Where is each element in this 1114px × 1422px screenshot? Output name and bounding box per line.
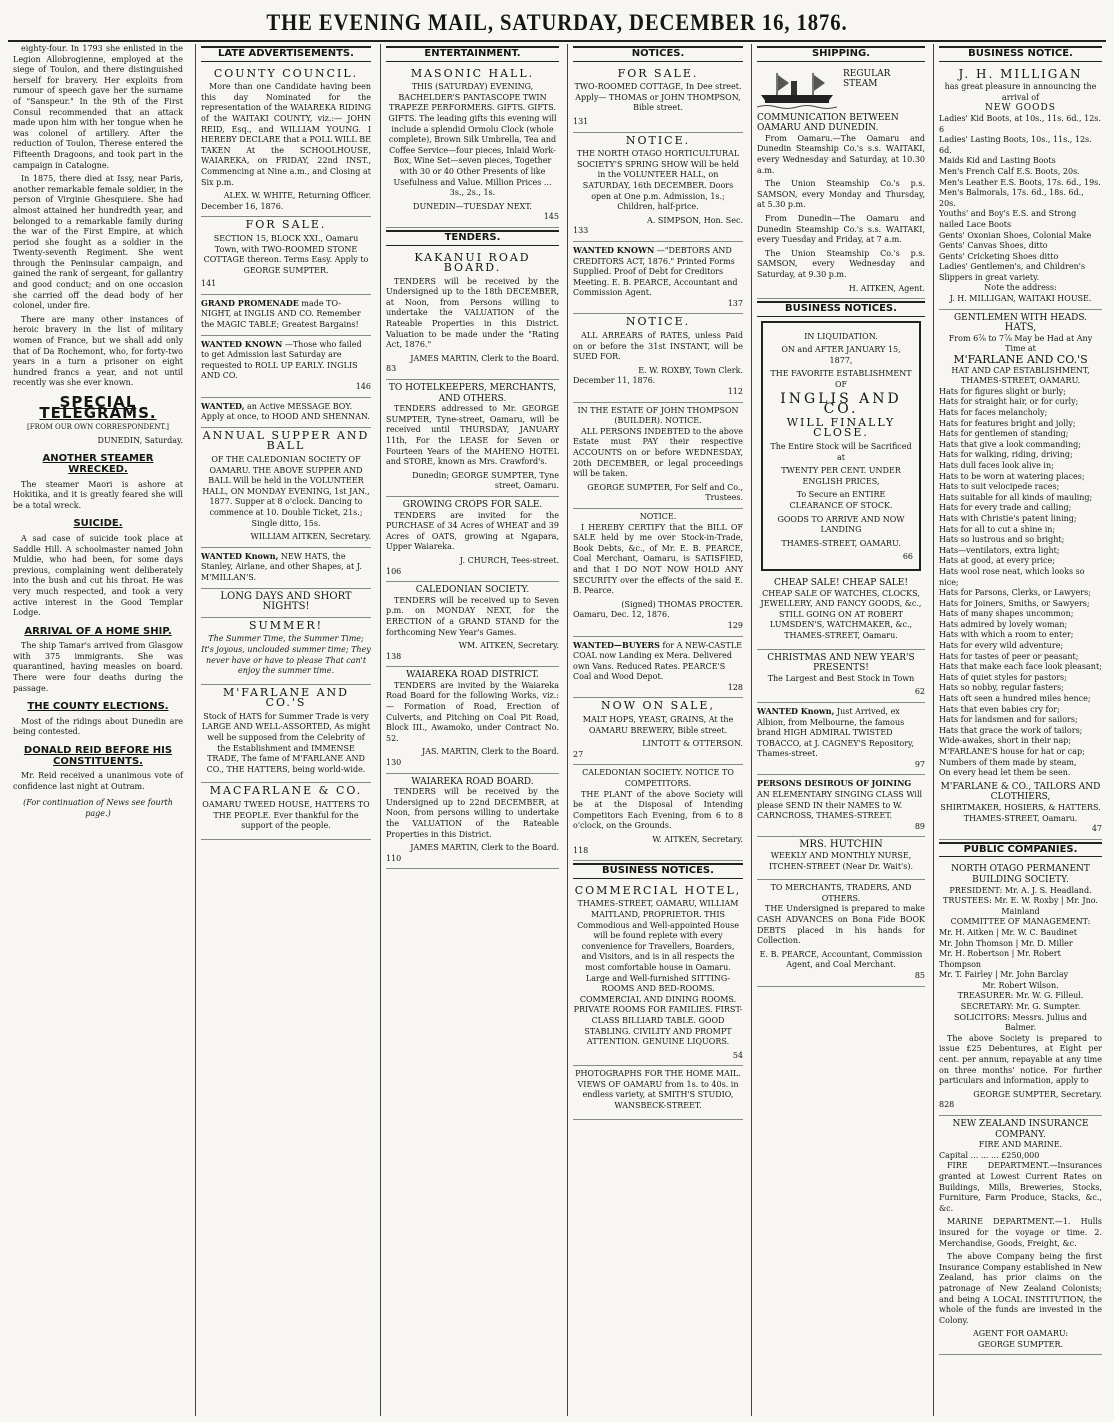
ad-promenade: GRAND PROMENADE made TO-NIGHT, at INGLIS AND CO. Remember the MAGIC TABLE; Greatest Bargains! xyxy=(201,295,371,336)
ad-macfarlane-tweed: MACFARLANE & CO. OAMARU TWEED HOUSE, HATTERS TO THE PEOPLE. Ever thankful for the support of the people. xyxy=(201,783,371,839)
late-ads-header: LATE ADVERTISEMENTS. xyxy=(201,46,371,62)
news-paragraph: eighty-four. In 1793 she enlisted in the Legion Allobrogienne, employed at the siege of Toulon, and there distinguished herself for bravery. Her exploits from rumour of speech gave her the surname of "Sanspeur." In the 9th of the First Consul recommended that an attack made upon him with her tongue when he was colonel of artillery. After the reduction of Toulon, Therese entered the Fifteenth Dragoons, and took part in the campaign in Catalogne. xyxy=(13,44,183,170)
masthead-rule xyxy=(8,40,1106,42)
tender-kakanui: KAKANUI ROAD BOARD. TENDERS will be received by the Undersigned up to the 18th DECEMBER, at Noon, from Persons willing to undertake the VALUATION of the Rateable Properties in this District. Valuation to be made under the "Rating Act, 1876." JAMES MARTIN, Clerk to the Board. 83 xyxy=(386,250,559,381)
telegram-title: THE COUNTY ELECTIONS. xyxy=(27,701,169,713)
dateline: DUNEDIN, Saturday. xyxy=(97,435,183,445)
business-notice-header: BUSINESS NOTICE. xyxy=(939,46,1102,62)
ad-christmas: CHRISTMAS AND NEW YEAR'S PRESENTS! The Largest and Best Stock in Town 62 xyxy=(757,650,925,703)
telegram-title: ARRIVAL OF A HOME SHIP. xyxy=(24,625,172,637)
column-shipping xyxy=(751,44,930,1416)
tender-hotelkeepers: TO HOTELKEEPERS, MERCHANTS, AND OTHERS. TENDERS addressed to Mr. GEORGE SUMPTER, Tyne-street, Oamaru, will be received until THURSDAY, JANUARY 11th, For the LEASE for Seven or Fourteen Years of the MAHENO HOTEL and STORE, known as Mrs. Crawford's. Dunedin; GEORGE SUMPTER, Tyne street, Oamaru. xyxy=(386,380,559,497)
column-late-ads xyxy=(195,44,376,1416)
tenders-header: TENDERS. xyxy=(386,230,559,246)
ad-nurse: MRS. HUTCHIN WEEKLY AND MONTHLY NURSE, ITCHEN-STREET (Near Dr. Wait's). xyxy=(757,837,925,880)
ad-for-sale: FOR SALE. SECTION 15, BLOCK XXI., Oamaru Town, with TWO-ROOMED STONE COTTAGE thereon. Terms Easy. Apply to GEORGE SUMPTER. 141 xyxy=(201,217,371,295)
ad-summer: SUMMER! The Summer Time, the Summer Time; It's joyous, unclouded summer time; They never have or have to please That can't enjoy the summer time. xyxy=(201,618,371,685)
business-notices-header-2: BUSINESS NOTICES. xyxy=(757,301,925,317)
news-paragraph: There are many other instances of heroic bravery in the list of military women of France, but we shall add only that of Da Rochemont, who, for forty-two years in a turn a prisoner on eight hundred francs a year, and not until recently was she ever known. xyxy=(13,314,183,388)
ad-gentlemen-hats: GENTLEMEN WITH HEADS. HATS, From 6⅞ to 7⅞ May be Had at Any Time at M'FARLANE AND CO.'S HAT AND CAP ESTABLISHMENT, THAMES-STREET, OAMARU. Hats for figures slight or burly; Hats for straight hair, or for curly; Hats for faces melancholy; Hats for features bright and jolly; Hats for gentlemen of standing; Hats that give a look commanding; Hats for walking, riding, driving; Hats dull faces look alive in; Hats to be worn at watering places; Hats to suit velocipede races; Hats suitable for all kinds of mauling; Hats for every trade and calling; Hats with Christie's patent lining; Hats for all to cut a shine in; Hats so lustrous and so bright; Hats—ventilators, extra light; Hats at good, at every price; Hats wool rose neat, which looks so nice; Hats for Parsons, Clerks, or Lawyers; Hats for Joiners, Smiths, or Sawyers; Hats of many shapes uncommon; Hats admired by lovely woman; Hats with which a room to enter; Hats for every wild adventure; Hats for tastes of peer or peasant; Hats that make each face look pleasant; Hats of quiet styles for pastors; Hats so nobby, regular fasters; Hats oft seen a hundred miles hence; Hats that even babies cry for; Hats for landsmen and for sailors; Hats that grace the work of tailors; Wide-awakes, short in their nap; M'FARLANE'S house for hat or cap; Numbers of them made by steam, On every head let them be seen. M'FARLANE & CO., TAILORS AND CLOTHIERS, SHIRTMAKER, HOSIERS, & HATTERS. THAMES-STREET, Oamaru. 47 xyxy=(939,310,1102,840)
telegram-title: ANOTHER STEAMER WRECKED. xyxy=(42,453,154,475)
steamship-icon xyxy=(757,71,837,111)
notices-header: NOTICES. xyxy=(573,46,743,62)
telegram-title: DONALD REID BEFORE HIS CONSTITUENTS. xyxy=(23,745,173,767)
telegram-text: Mr. Reid received a unanimous vote of confidence last night at Outram. xyxy=(13,771,183,791)
ad-steam-communication: REGULAR STEAM COMMUNICATION BETWEEN OAMARU AND DUNEDIN. From Oamaru.—The Oamaru and Dunedin Steamship Co.'s s.s. WAITAKI, every Wednesday and Saturday, at 10.30 a.m. The Union Steamship Co.'s p.s. SAMSON, every Monday and Thursday, at 5.30 p.m. From Dunedin—The Oamaru and Dunedin Steamship Co.'s s.s. WAITAKI, every Tuesday and Friday, at 7 a.m. The Union Steamship Co.'s p.s. SAMSON, every Wednesday and Saturday, at 9.30 p.m. H. AITKEN, Agent. xyxy=(757,66,925,300)
telegram-text: A sad case of suicide took place at Saddle Hill. A schoolmaster named John Muldie, who had been, for some days previous, complaining went deliberately into the bush and cut his throat. He was very much respected, and took a very active interest in the Good Templar Lodge. xyxy=(13,533,183,618)
notice-debtors: WANTED KNOWN —"DEBTORS AND CREDITORS ACT, 1876." Printed Forms Supplied. Proof of Debt for Creditors Meeting. E. B. PEARCE, Accountant and Commission Agent. 137 xyxy=(573,242,743,315)
notice-estate-thompson: IN THE ESTATE OF JOHN THOMPSON (BUILDER). NOTICE. ALL PERSONS INDEBTED to the above Estate must PAY their respective ACCOUNTS on or before WEDNESDAY, 20th DECEMBER, or legal proceedings will be taken. GEORGE SUMPTER, For Self and Co., Trustees. xyxy=(573,403,743,509)
tender-crops: GROWING CROPS FOR SALE. TENDERS are invited for the PURCHASE of 34 Acres of WHEAT and 39 Acres of OATS, growing at Ngapara, Upper Waiareka. J. CHURCH, Tees-street. 106 xyxy=(386,497,559,582)
tender-waiareka-district: WAIAREKA ROAD DISTRICT. TENDERS are invited by the Waiareka Road Board for the following Works, viz.:— Formation of Road, Erection of Culverts, and Pitching on Coal Pit Road, Block III., Awamoko, under Contract No. 52. JAS. MARTIN, Clerk to the Board. 130 xyxy=(386,667,559,773)
ad-caledonian-ball: ANNUAL SUPPER AND BALL OF THE CALEDONIAN SOCIETY OF OAMARU. THE ABOVE SUPPER AND BALL Will be held in the VOLUNTEER HALL, ON MONDAY EVENING, 1st JAN., 1877. Supper at 8 o'clock. Dancing to commence at 10. Double Ticket, 21s.; Single ditto, 15s. WILLIAM AITKEN, Secretary. xyxy=(201,428,371,548)
shipping-header: SHIPPING. xyxy=(757,46,925,62)
news-paragraph: In 1875, there died at Issy, near Paris, another remarkable female soldier, in the person of Virginie Ghesquiere. She had almost attained her hundredth year, and belonged to a remarkable family during the war of the First Empire, at which period she fought as a soldier in the Twenty-seventh Regiment. She went through the Peninsular campaign, and gained the rank of sergeant, for gallantry and good conduct; and on one occasion she carried off the dead body of her colonel, under fire. xyxy=(13,174,183,311)
ad-wanted-known: WANTED KNOWN —Those who failed to get Admission last Saturday are requested to ROLL UP EARLY. INGLIS AND CO. 146 xyxy=(201,336,371,398)
entertainment-header: ENTERTAINMENT. xyxy=(386,46,559,62)
ad-mfarlane-hats: M'FARLANE AND CO.'S Stock of HATS for Summer Trade is very LARGE AND WELL-ASSORTED, As might well be supposed from the Celebrity of the Establishment and IMMENSE TRADE, The fame of M'FARLANE AND CO., THE HATTERS, being world-wide. xyxy=(201,685,371,784)
column-business xyxy=(933,44,1107,1416)
ad-photographs: PHOTOGRAPHS FOR THE HOME MAIL. VIEWS OF OAMARU from 1s. to 40s. in endless variety, at SMITH'S STUDIO, WANSBECK-STREET. xyxy=(573,1066,743,1119)
masthead: THE EVENING MAIL, SATURDAY, DECEMBER 16, 1876. xyxy=(266,10,848,35)
ad-long-days: LONG DAYS AND SHORT NIGHTS! xyxy=(201,589,371,618)
telegrams-from: [FROM OUR OWN CORRESPONDENT.] xyxy=(27,423,169,432)
ad-cheap-sale: CHEAP SALE! CHEAP SALE! CHEAP SALE OF WATCHES, CLOCKS, JEWELLERY, AND FANCY GOODS, &c., STILL GOING ON AT ROBERT LUMSDEN'S, WATCHMAKER, &c., THAMES-STREET, Oamaru. xyxy=(757,575,925,650)
tender-waiareka-board: WAIAREKA ROAD BOARD. TENDERS will be received by the Undersigned up to 22nd DECEMBER, at Noon, from persons willing to undertake the VALUATION of the Rateable Properties in this District. JAMES MARTIN, Clerk to the Board. 110 xyxy=(386,774,559,870)
ad-commercial-hotel: COMMERCIAL HOTEL, THAMES-STREET, OAMARU, WILLIAM MAITLAND, PROPRIETOR. THIS Commodious and Well-appointed House will be found replete with every convenience for Travellers, Boarders, and Visitors, and is in all respects the most comfortable house in Oamaru. Large and Well-furnished SITTING-ROOMS AND BED-ROOMS. COMMERCIAL AND DINING ROOMS. PRIVATE ROOMS FOR FAMILIES. FIRST-CLASS BILLIARD TABLE. GOOD STABLING. CIVILITY AND PROMPT ATTENTION. GENUINE LIQUORS. 54 xyxy=(573,883,743,1067)
notice-brewery: NOW ON SALE, MALT HOPS, YEAST, GRAINS, At the OAMARU BREWERY, Bible street. LINTOTT & OTTERSON. 27 xyxy=(573,698,743,765)
column-news xyxy=(8,44,188,1416)
telegrams-title: SPECIAL TELEGRAMS. xyxy=(39,393,157,422)
notice-bill-of-sale: NOTICE. I HEREBY CERTIFY that the BILL OF SALE held by me over Stock-in-Trade, Book Debts, &c., of Mr. E. B. PEARCE, Coal Merchant, Oamaru, is SATISFIED, and that I DO NOT NOW HOLD ANY SECURITY over the effects of the said E. B. Pearce. (Signed) THOMAS PROCTER. Oamaru, Dec. 12, 1876. 129 xyxy=(573,509,743,637)
notice-horticultural: NOTICE. THE NORTH OTAGO HORTICULTURAL SOCIETY'S SPRING SHOW Will be held in the VOLUNTEER HALL, on SATURDAY, 16th DECEMBER. Doors open at One p.m. Admission, 1s.; Children, half-price. A. SIMPSON, Hon. Sec. 133 xyxy=(573,133,743,242)
ad-new-hats: WANTED Known, NEW HATS, the Stanley, Airlane, and other Shapes, at J. M'MILLAN'S. xyxy=(201,548,371,589)
liquidation-box: IN LIQUIDATION. ON and AFTER JANUARY 15, 1877, THE FAVORITE ESTABLISHMENT OF INGLIS AND CO. WILL FINALLY CLOSE. The Entire Stock will be Sacrificed at TWENTY PER CENT. UNDER ENGLISH PRICES, To Secure an ENTIRE CLEARANCE OF STOCK. GOODS TO ARRIVE AND NOW LANDING THAMES-STREET, OAMARU. 66 xyxy=(761,321,921,571)
notice-for-sale: FOR SALE. TWO-ROOMED COTTAGE, In Dee street. Apply— THOMAS or JOHN THOMPSON, Bible street. 131 xyxy=(573,66,743,133)
business-notices-header: BUSINESS NOTICES. xyxy=(573,863,743,879)
tender-caledonian: CALEDONIAN SOCIETY. TENDERS will be received up to Seven p.m. on MONDAY NEXT, for the ERECTION of a GRAND STAND for the forthcoming New Year's Games. WM. AITKEN, Secretary. 138 xyxy=(386,582,559,667)
ad-nz-insurance: NEW ZEALAND INSURANCE COMPANY. FIRE AND MARINE. Capital ... ... ... £250,000 FIRE DEPARTMENT.—Insurances granted at Lowest Current Rates on Buildings, Mills, Breweries, Stocks, Furniture, Farm Produce, Stacks, &c., &c. MARINE DEPARTMENT.—1. Hulls insured for the voyage or time. 2. Merchandise, Goods, Freight, &c. The above Company being the first Insurance Company established in New Zealand, has prior claims on the patronage of New Zealand Colonists; and being A LOCAL INSTITUTION, the whole of the funds are invested in the Colony. AGENT FOR OAMARU: GEORGE SUMPTER. xyxy=(939,1116,1102,1355)
continuation-note: (For continuation of News see fourth page.) xyxy=(23,798,173,818)
ad-milligan: J. H. MILLIGAN has great pleasure in announcing the arrival of NEW GOODS Ladies' Kid Boots, at 10s., 11s. 6d., 12s. 6 Ladies' Lasting Boots, 10s., 11s., 12s. 6d. Maids Kid and Lasting Boots Men's French Calf E.S. Boots, 20s. Men's Leather E.S. Boots, 17s. 6d., 19s. Men's Balmorals, 17s. 6d., 18s. 6d., 20s. Youths' and Boy's E.S. and Strong nailed Lace Boots Gents' Oxonian Shoes, Colonial Make Gents' Canvas Shoes, ditto Gents' Cricketing Shoes ditto Ladies' Gentlemen's, and Children's Slippers in great variety. Note the address: J. H. MILLIGAN, WAITAKI HOUSE. xyxy=(939,66,1102,310)
telegram-title: SUICIDE. xyxy=(73,518,123,530)
column-entertainment xyxy=(380,44,564,1416)
ad-building-society: NORTH OTAGO PERMANENT BUILDING SOCIETY. PRESIDENT: Mr. A. J. S. Headland. TRUSTEES: Mr. E. W. Roxby | Mr. Jno. Mainland COMMITTEE OF MANAGEMENT: Mr. H. Aitken | Mr. W. C. Baudinet Mr. John Thomson | Mr. D. Miller Mr. H. Robertson | Mr. Robert Thompson Mr. T. Fairley | Mr. John Barclay Mr. Robert Wilson. TREASURER: Mr. W. G. Filleul. SECRETARY: Mr. G. Sumpter. SOLICITORS: Messrs. Julius and Balmer. The above Society is prepared to issue £25 Debentures, at Eight per cent. per annum, repayable at any time on three months' notice. For further particulars and information, apply to GEORGE SUMPTER, Secretary. 828 xyxy=(939,861,1102,1116)
public-companies-header: PUBLIC COMPANIES. xyxy=(939,842,1102,858)
notice-rates: NOTICE. ALL ARREARS of RATES, unless Paid on or before the 31st INSTANT, will be SUED FOR. E. W. ROXBY, Town Clerk. December 11, 1876. 112 xyxy=(573,314,743,402)
ad-message-boy: WANTED, an Active MESSAGE BOY. Apply at once, to HOOD AND SHENNAN. xyxy=(201,398,371,428)
notice-caledonian-competitors: CALEDONIAN SOCIETY. NOTICE TO COMPETITORS. THE PLANT of the above Society will be at the Disposal of Intending Competitors Each Evening, from 6 to 8 o'clock, on the Grounds. W. AITKEN, Secretary. 118 xyxy=(573,765,743,861)
ad-singing-class: PERSONS DESIROUS OF JOINING AN ELEMENTARY SINGING CLASS Will please SEND IN their NAMES to W. CARNCROSS, THAMES-STREET. 89 xyxy=(757,775,925,837)
ad-tobacco: WANTED Known, Just Arrived, ex Albion, from Melbourne, the famous brand HIGH ADMIRAL TWISTED TOBACCO, at J. CAGNEY'S Repository, Thames-street. 97 xyxy=(757,703,925,776)
column-notices xyxy=(567,44,748,1416)
telegram-text: The steamer Maori is ashore at Hokitika, and it is greatly feared she will be a total wreck. xyxy=(13,479,183,510)
telegram-text: The ship Tamar's arrived from Glasgow with 375 immigrants. She was quarantined, having measles on board. There were four deaths during the passage. xyxy=(13,641,183,693)
ad-county-council: COUNTY COUNCIL. More than one Candidate having been this day Nominated for the representation of the WAIAREKA RIDING of the WAITAKI COUNTY, viz.:— JOHN REID, Esq., and WILLIAM YOUNG. I HEREBY DECLARE that a POLL WILL BE TAKEN At the SCHOOLHOUSE, WAIAREKA, on FRIDAY, 22nd INST., Commencing at Nine a.m., and Closing at Six p.m. ALEX. W. WHITE, Returning Officer. December 16, 1876. xyxy=(201,66,371,218)
notice-coal: WANTED—BUYERS for A NEW-CASTLE COAL now Landing ex Mera. Delivered own Vans. Reduced Rates. PEARCE'S Coal and Wood Depot. 128 xyxy=(573,637,743,699)
ad-masonic-hall: MASONIC HALL. THIS (SATURDAY) EVENING, BACHELDER'S PANTASCOPE TWIN TRAPEZE PERFORMERS. GIFTS. GIFTS. GIFTS. The leading gifts this evening will include a splendid Ormolu Clock (whole complete), Brown Silk Umbrella, Tea and Coffee Service—four pieces, Inlaid Work-Box, Wine Set—seven pieces, Together with 30 or 40 Other Presents of like Usefulness and Value. Million Prices ... 3s., 2s., 1s. DUNEDIN—TUESDAY NEXT. 145 xyxy=(386,66,559,228)
telegram-text: Most of the ridings about Dunedin are being contested. xyxy=(13,716,183,737)
ad-cash-advances: TO MERCHANTS, TRADERS, AND OTHERS. THE Undersigned is prepared to make CASH ADVANCES on Bona Fide BOOK DEBTS placed in his hands for Collection. E. B. PEARCE, Accountant, Commission Agent, and Coal Merchant. 85 xyxy=(757,880,925,986)
